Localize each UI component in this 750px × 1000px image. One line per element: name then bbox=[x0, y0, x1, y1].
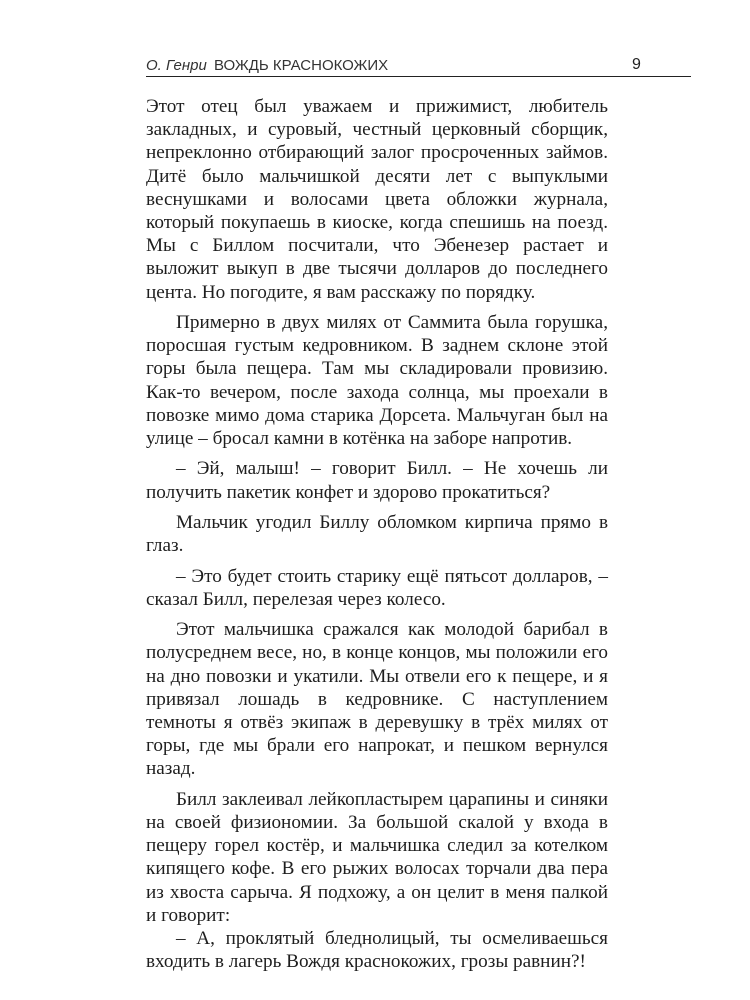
paragraph: Билл заклеивал лейкопластырем царапины и синяки на своей физиономии. За большой скалой у входа в пещеру горел костёр, и мальчишка следил за котелком кипящего кофе. В его рыжих волосах торчали два пера из хвоста сарыча. Я подхожу, а он целит в меня палкой и говорит: bbox=[146, 788, 608, 926]
paragraph: Этот отец был уважаем и прижимист, любитель закладных, и суровый, честный церковный сборщик, непреклонно отбирающий залог просроченных займов. Дитё было мальчишкой десяти лет с выпуклыми веснушками и волосами цвета обложки журнала, который покупаешь в киоске, когда спешишь на поезд. Мы с Биллом посчитали, что Эбенезер растает и выложит выкуп в две тысячи долларов до последнего цента. Но погодите, я вам расскажу по порядку. bbox=[146, 96, 608, 303]
paragraph: – Это будет стоить старику ещё пятьсот долларов, – сказал Билл, перелезая через колесо. bbox=[146, 565, 608, 610]
header-author: О. Генри bbox=[146, 57, 207, 74]
header-rule bbox=[146, 76, 691, 77]
body-text bbox=[146, 95, 608, 981]
paragraph: Этот мальчишка сражался как молодой барибал в полусреднем весе, но, в конце концов, мы положили его на дно повозки и укатили. Мы отвели его к пещере, и я привязал лошадь в кедровнике. С наступлением темноты я отвёз экипаж в деревушку в трёх милях от горы, где мы брали его напрокат, и пешком вернулся назад. bbox=[146, 619, 608, 780]
page-number: 9 bbox=[632, 56, 641, 73]
paragraph: Мальчик угодил Биллу обломком кирпича прямо в глаз. bbox=[146, 512, 608, 557]
paragraph: – Эй, малыш! – говорит Билл. – Не хочешь ли получить пакетик конфет и здорово прокатиться? bbox=[146, 458, 608, 503]
paragraph: – А, проклятый бледнолицый, ты осмеливаешься входить в лагерь Вождя краснокожих, грозы равнин?! bbox=[146, 928, 608, 973]
running-header bbox=[146, 52, 691, 78]
paragraph: Примерно в двух милях от Саммита была горушка, поросшая густым кедровником. В заднем склоне этой горы была пещера. Там мы складировали провизию. Как-то вечером, после захода солнца, мы проехали в повозке мимо дома старика Дорсета. Мальчуган был на улице – бросал камни в котёнка на заборе напротив. bbox=[146, 312, 608, 450]
header-title: ВОЖДЬ КРАСНОКОЖИХ bbox=[214, 57, 389, 74]
